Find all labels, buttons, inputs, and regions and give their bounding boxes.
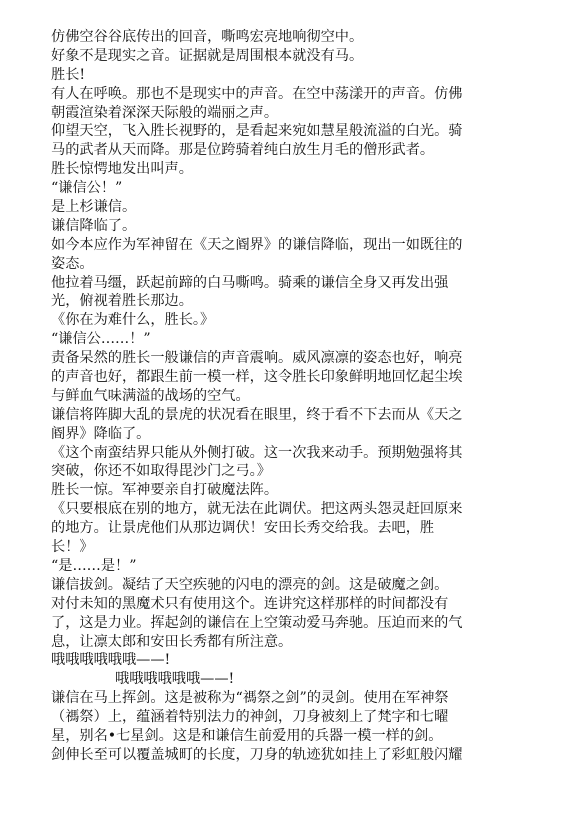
text-line: 胜长一惊。军神要亲自打破魔法阵。 bbox=[51, 482, 279, 499]
text-line: 有人在呼唤。那也不是现实中的声音。在空中荡漾开的声音。仿佛 bbox=[51, 85, 463, 102]
text-line: 剑伸长至可以覆盖城町的长度，刀身的轨迹犹如挂上了彩虹般闪耀 bbox=[51, 746, 463, 763]
text-line: “谦信公……！” bbox=[51, 331, 151, 348]
text-line: 《只要根底在别的地方，就无法在此调伏。把这两头怨灵赶回原来 bbox=[51, 501, 463, 518]
text-line: 是上杉谦信。 bbox=[51, 199, 137, 216]
text-line: 姿态。 bbox=[51, 255, 94, 272]
text-line: 谦信降临了。 bbox=[51, 217, 137, 234]
text-line: 谦信拔剑。凝结了天空疾驰的闪电的漂亮的剑。这是破魔之剑。 bbox=[51, 576, 449, 593]
text-line: 的地方。让景虎他们从那边调伏！安田长秀交给我。去吧，胜 bbox=[51, 520, 435, 537]
text-line: 责备呆然的胜长一般谦信的声音震响。威风凛凛的姿态也好，响亮 bbox=[51, 350, 463, 367]
text-line: 谦信将阵脚大乱的景虎的状况看在眼里，终于看不下去而从《天之 bbox=[51, 406, 463, 423]
text-line: 胜长惊愕地发出叫声。 bbox=[51, 161, 193, 178]
text-line: 如今本应作为军神留在《天之阍界》的谦信降临，现出一如既往的 bbox=[51, 236, 463, 253]
text-line: 与鲜血气味满溢的战场的空气。 bbox=[51, 387, 250, 404]
text-line: 突破，你还不如取得毘沙门之弓。》 bbox=[51, 463, 271, 480]
text-line: 息，让凛太郎和安田长秀都有所注意。 bbox=[51, 633, 293, 650]
text-line: 仿佛空谷谷底传出的回音，嘶鸣宏亮地响彻空中。 bbox=[51, 29, 364, 45]
text-line: 了，这是力业。挥起剑的谦信在上空策动爱马奔驰。压迫而来的气 bbox=[51, 614, 463, 631]
text-line: 朝霞渲染着深深天际般的端丽之声。 bbox=[51, 104, 279, 121]
text-line: 胜长! bbox=[51, 66, 86, 83]
text-line: 他拉着马缰，跃起前蹄的白马嘶鸣。骑乘的谦信全身又再发出强 bbox=[51, 274, 449, 291]
text-line: 长！》 bbox=[51, 539, 94, 556]
text-line: 《这个南蛮结界只能从外侧打破。这一次我来动手。预期勉强将其 bbox=[51, 444, 463, 461]
text-line: 谦信在马上挥剑。这是被称为“禡祭之剑”的灵剑。使用在军神祭 bbox=[51, 690, 449, 707]
text-line: 好象不是现实之音。证据就是周围根本就没有马。 bbox=[51, 47, 364, 64]
text-line: 《你在为难什么，胜长。》 bbox=[51, 312, 215, 329]
text-line: 的声音也好，都跟生前一模一样，这令胜长印象鲜明地回忆起尘埃 bbox=[51, 369, 463, 386]
text-line-indented: 哦哦哦哦哦哦——! bbox=[115, 671, 235, 688]
text-line: 仰望天空，飞入胜长视野的，是看起来宛如慧星般流溢的白光。骑 bbox=[51, 123, 463, 140]
text-line: “是……是！” bbox=[51, 557, 137, 574]
text-line: 哦哦哦哦哦哦——! bbox=[51, 652, 171, 669]
text-line: 光，俯视着胜长那边。 bbox=[51, 293, 193, 310]
text-line: “谦信公！” bbox=[51, 180, 123, 197]
text-line: 星，别名•七星剑。这是和谦信生前爱用的兵器一模一样的剑。 bbox=[51, 727, 443, 744]
text-line: 马的武者从天而降。那是位跨骑着纯白放生月毛的僧形武者。 bbox=[51, 142, 435, 159]
text-line: 阍界》降临了。 bbox=[51, 425, 151, 442]
text-line: （禡祭）上，蕴涵着特别法力的神剑，刀身被刻上了梵字和七曜 bbox=[51, 709, 449, 726]
text-line: 对付未知的黑魔术只有使用这个。连讲究这样那样的时间都没有 bbox=[51, 595, 449, 612]
document-page bbox=[51, 28, 531, 765]
